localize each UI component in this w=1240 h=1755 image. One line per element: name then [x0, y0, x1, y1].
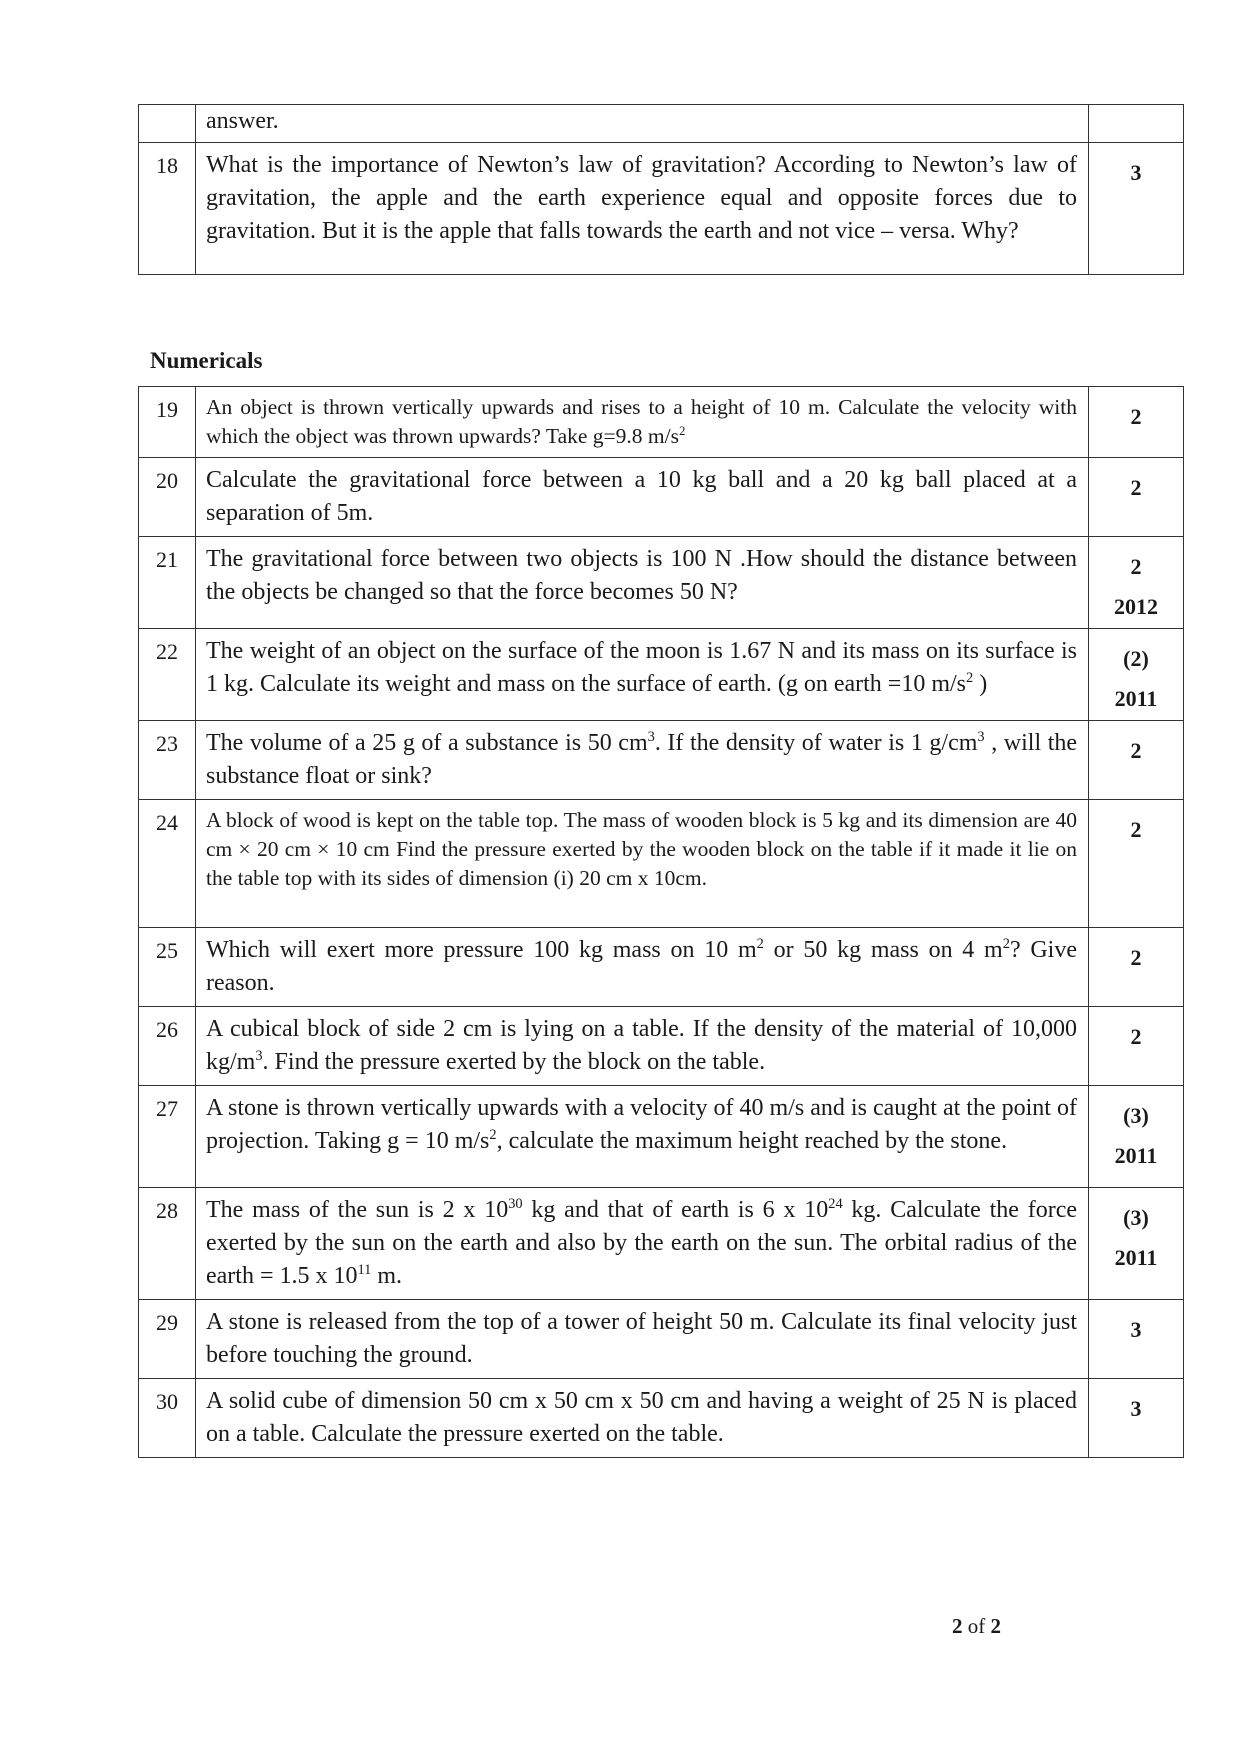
question-text — [196, 537, 1089, 629]
question-text — [196, 1007, 1089, 1086]
marks-cell — [1089, 928, 1184, 1007]
superscript: 3 — [977, 729, 985, 745]
question-number: 29 — [139, 1300, 196, 1379]
superscript: 2 — [756, 936, 764, 952]
marks-value: (3) — [1123, 1103, 1149, 1128]
table-row — [139, 1007, 1184, 1086]
table-row — [139, 1086, 1184, 1188]
marks-value: 2 — [1130, 738, 1142, 763]
question-text — [196, 387, 1089, 458]
superscript: 2 — [1002, 936, 1010, 952]
question-text — [196, 458, 1089, 537]
marks-cell — [1089, 105, 1184, 143]
question-text-part: Which will exert more pressure 100 kg mass on 10 m — [206, 937, 757, 963]
question-number: 28 — [139, 1188, 196, 1300]
question-number: 30 — [139, 1379, 196, 1458]
question-number: 24 — [139, 800, 196, 928]
marks-value: 2 — [1130, 554, 1142, 579]
marks-value: 2011 — [1114, 1143, 1158, 1168]
question-number: 22 — [139, 629, 196, 721]
superscript: 24 — [828, 1196, 843, 1212]
table-row — [139, 721, 1184, 800]
question-text-part: A cubical block of side 2 cm is lying on a table. If the density of the material of 10,000 kg/m — [206, 1016, 1077, 1075]
table-row — [139, 928, 1184, 1007]
question-text-part: An object is thrown vertically upwards and rises to a height of 10 m. Calculate the velocity with which the object was thrown upwards? Take g=9.8 m/s — [206, 395, 1077, 448]
question-text-part: A stone is released from the top of a tower of height 50 m. Calculate its final velocity just before touching the ground. — [206, 1309, 1077, 1368]
marks-cell — [1089, 537, 1184, 629]
marks-value: 2011 — [1114, 686, 1158, 711]
question-text-part: or 50 kg mass on 4 m — [763, 937, 1003, 963]
marks-cell — [1089, 721, 1184, 800]
question-number: 25 — [139, 928, 196, 1007]
question-number: 21 — [139, 537, 196, 629]
page-of-label: of — [962, 1614, 991, 1638]
table-row — [139, 143, 1184, 275]
question-text-part: . Find the pressure exerted by the block on the table. — [262, 1049, 766, 1075]
question-number — [139, 105, 196, 143]
table-row — [139, 105, 1184, 143]
superscript: 30 — [508, 1196, 523, 1212]
section-title: Numericals — [150, 348, 263, 373]
question-text — [196, 1086, 1089, 1188]
question-text — [196, 721, 1089, 800]
question-text-part: ) — [973, 671, 988, 697]
marks-value: (3) — [1123, 1205, 1149, 1230]
question-text-part: The volume of a 25 g of a substance is 50 cm — [206, 730, 648, 756]
question-text-part: The gravitational force between two objects is 100 N .How should the distance between the objects be changed so that the force becomes 50 N? — [206, 546, 1077, 605]
superscript: 2 — [966, 670, 974, 686]
superscript: 3 — [255, 1048, 263, 1064]
marks-value: 2 — [1130, 817, 1142, 842]
question-text-part: Calculate the gravitational force between a 10 kg ball and a 20 kg ball placed at a separation of 5m. — [206, 467, 1077, 526]
marks-cell — [1089, 1300, 1184, 1379]
superscript: 11 — [357, 1262, 372, 1278]
table-row — [139, 458, 1184, 537]
question-text-part: . If the density of water is 1 g/cm — [654, 730, 978, 756]
table-row — [139, 800, 1184, 928]
question-text-part: , will the substance float or sink? — [206, 730, 1078, 789]
continuation-table — [138, 104, 1184, 275]
question-number: 18 — [139, 143, 196, 275]
marks-cell — [1089, 629, 1184, 721]
question-text: answer. — [196, 105, 1089, 143]
marks-value: 2 — [1130, 475, 1142, 500]
question-text — [196, 800, 1089, 928]
marks-value: 2 — [1130, 945, 1142, 970]
marks-value: (2) — [1123, 646, 1149, 671]
marks-cell — [1089, 143, 1184, 275]
marks-value: 2012 — [1114, 594, 1158, 619]
page-footer — [952, 1614, 1001, 1639]
marks-cell — [1089, 1007, 1184, 1086]
question-number: 19 — [139, 387, 196, 458]
table-row — [139, 1300, 1184, 1379]
question-text-part: , calculate the maximum height reached by the stone. — [496, 1128, 1008, 1154]
question-text-part: A block of wood is kept on the table top. The mass of wooden block is 5 kg and its dimension are 40 cm × 20 cm × 10 cm Find the pressure exerted by the wooden block on the table if it made it lie on the table top with its sides of dimension (i) 20 cm x 10cm. — [206, 808, 1077, 890]
question-text — [196, 1188, 1089, 1300]
numericals-table — [138, 386, 1184, 1458]
marks-value: 3 — [1130, 1396, 1142, 1421]
superscript: 2 — [678, 423, 686, 438]
question-text-part: ? Give reason. — [206, 937, 1077, 996]
marks-cell — [1089, 800, 1184, 928]
question-text — [196, 1300, 1089, 1379]
page-number: 2 — [952, 1614, 963, 1638]
marks-cell — [1089, 1379, 1184, 1458]
question-text-part: The weight of an object on the surface of the moon is 1.67 N and its mass on its surface is 1 kg. Calculate its weight and mass on the surface of earth. (g on earth =10 m/s — [206, 638, 1077, 697]
question-text-part: kg. Calculate the force exerted by the sun on the earth and also by the earth on the sun. The orbital radius of the earth = 1.5 x 10 — [206, 1197, 1077, 1289]
marks-value: 2011 — [1114, 1245, 1158, 1270]
marks-cell — [1089, 458, 1184, 537]
marks-value: 3 — [1130, 160, 1142, 185]
page-total: 2 — [990, 1614, 1001, 1638]
question-number: 27 — [139, 1086, 196, 1188]
question-number: 23 — [139, 721, 196, 800]
table-row — [139, 387, 1184, 458]
question-text: What is the importance of Newton’s law of gravitation? According to Newton’s law of gravitation, the apple and the earth experience equal and opposite forces due to gravitation. But it is the apple that falls towards the earth and not vice – versa. Why? — [196, 143, 1089, 275]
marks-value: 2 — [1130, 1024, 1142, 1049]
table-row — [139, 537, 1184, 629]
question-text-part: The mass of the sun is 2 x 10 — [206, 1197, 509, 1223]
superscript: 2 — [489, 1127, 497, 1143]
superscript: 3 — [647, 729, 655, 745]
marks-value: 2 — [1130, 404, 1142, 429]
table-row — [139, 1379, 1184, 1458]
question-number: 26 — [139, 1007, 196, 1086]
question-text-part: m. — [371, 1263, 403, 1289]
marks-cell — [1089, 1086, 1184, 1188]
question-text-part: A stone is thrown vertically upwards with a velocity of 40 m/s and is caught at the point of projection. Taking g = 10 m/s — [206, 1095, 1077, 1154]
question-text — [196, 629, 1089, 721]
question-text-part: A solid cube of dimension 50 cm x 50 cm x 50 cm and having a weight of 25 N is placed on a table. Calculate the pressure exerted on the table. — [206, 1388, 1077, 1447]
question-number: 20 — [139, 458, 196, 537]
marks-value: 3 — [1130, 1317, 1142, 1342]
question-text — [196, 1379, 1089, 1458]
marks-cell — [1089, 387, 1184, 458]
question-text — [196, 928, 1089, 1007]
marks-cell — [1089, 1188, 1184, 1300]
question-text-part: kg and that of earth is 6 x 10 — [522, 1197, 829, 1223]
table-row — [139, 1188, 1184, 1300]
table-row — [139, 629, 1184, 721]
